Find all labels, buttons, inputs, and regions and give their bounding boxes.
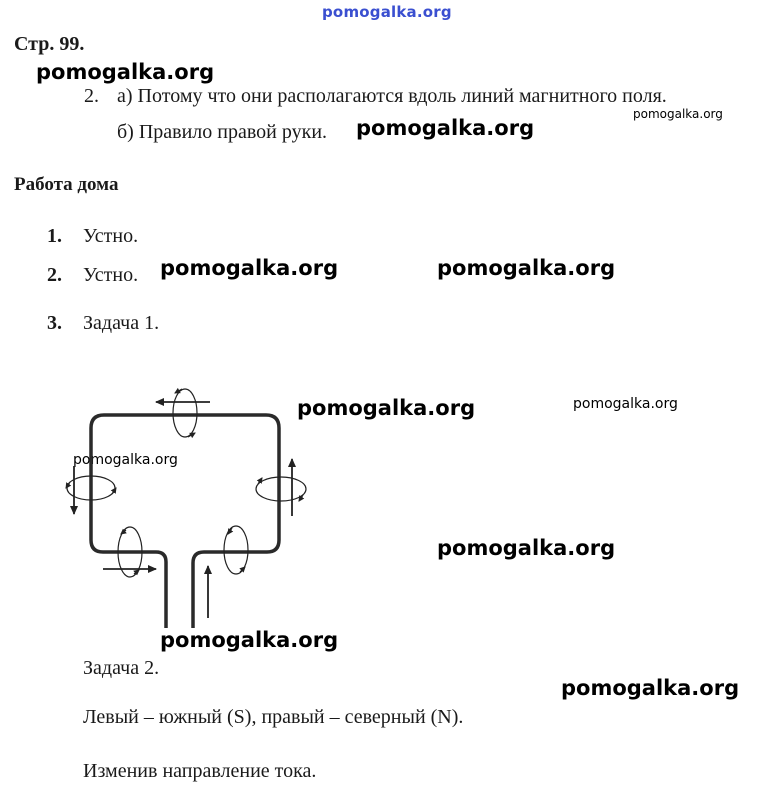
field-direction-arrow (112, 488, 116, 494)
watermark: pomogalka.org (160, 628, 339, 652)
conductor-loop (91, 415, 279, 628)
watermark: pomogalka.org (297, 396, 476, 420)
watermark: pomogalka.org (36, 60, 215, 84)
page-header: Стр. 99. (14, 33, 85, 55)
task-title: Задача 2. (83, 657, 160, 679)
list-number: 3. (47, 312, 62, 334)
conductor-wire (91, 415, 279, 628)
answer-b: б) Правило правой руки. (117, 121, 328, 143)
watermark-top: pomogalka.org (322, 3, 452, 21)
watermark: pomogalka.org (573, 396, 678, 412)
watermark: pomogalka.org (633, 107, 723, 121)
task-answer: Левый – южный (S), правый – северный (N). (83, 706, 464, 728)
answer-a: а) Потому что они располагаются вдоль линий магнитного поля. (117, 85, 667, 107)
list-item: Задача 1. (83, 312, 160, 334)
watermark: pomogalka.org (437, 536, 616, 560)
list-item: Устно. (83, 264, 139, 286)
watermark: pomogalka.org (561, 676, 740, 700)
watermark: pomogalka.org (160, 256, 339, 280)
task-extra: Изменив направление тока. (83, 760, 317, 782)
watermark: pomogalka.org (356, 116, 535, 140)
field-loop (256, 477, 306, 501)
list-item: Устно. (83, 225, 139, 247)
list-number: 2. (47, 264, 62, 286)
watermark: pomogalka.org (73, 452, 178, 468)
field-loop (173, 389, 197, 437)
watermark: pomogalka.org (437, 256, 616, 280)
item-number: 2. (84, 85, 99, 107)
section-title: Работа дома (14, 174, 119, 195)
list-number: 1. (47, 225, 62, 247)
field-direction-arrow (240, 567, 245, 572)
field-direction-arrow (66, 482, 70, 488)
